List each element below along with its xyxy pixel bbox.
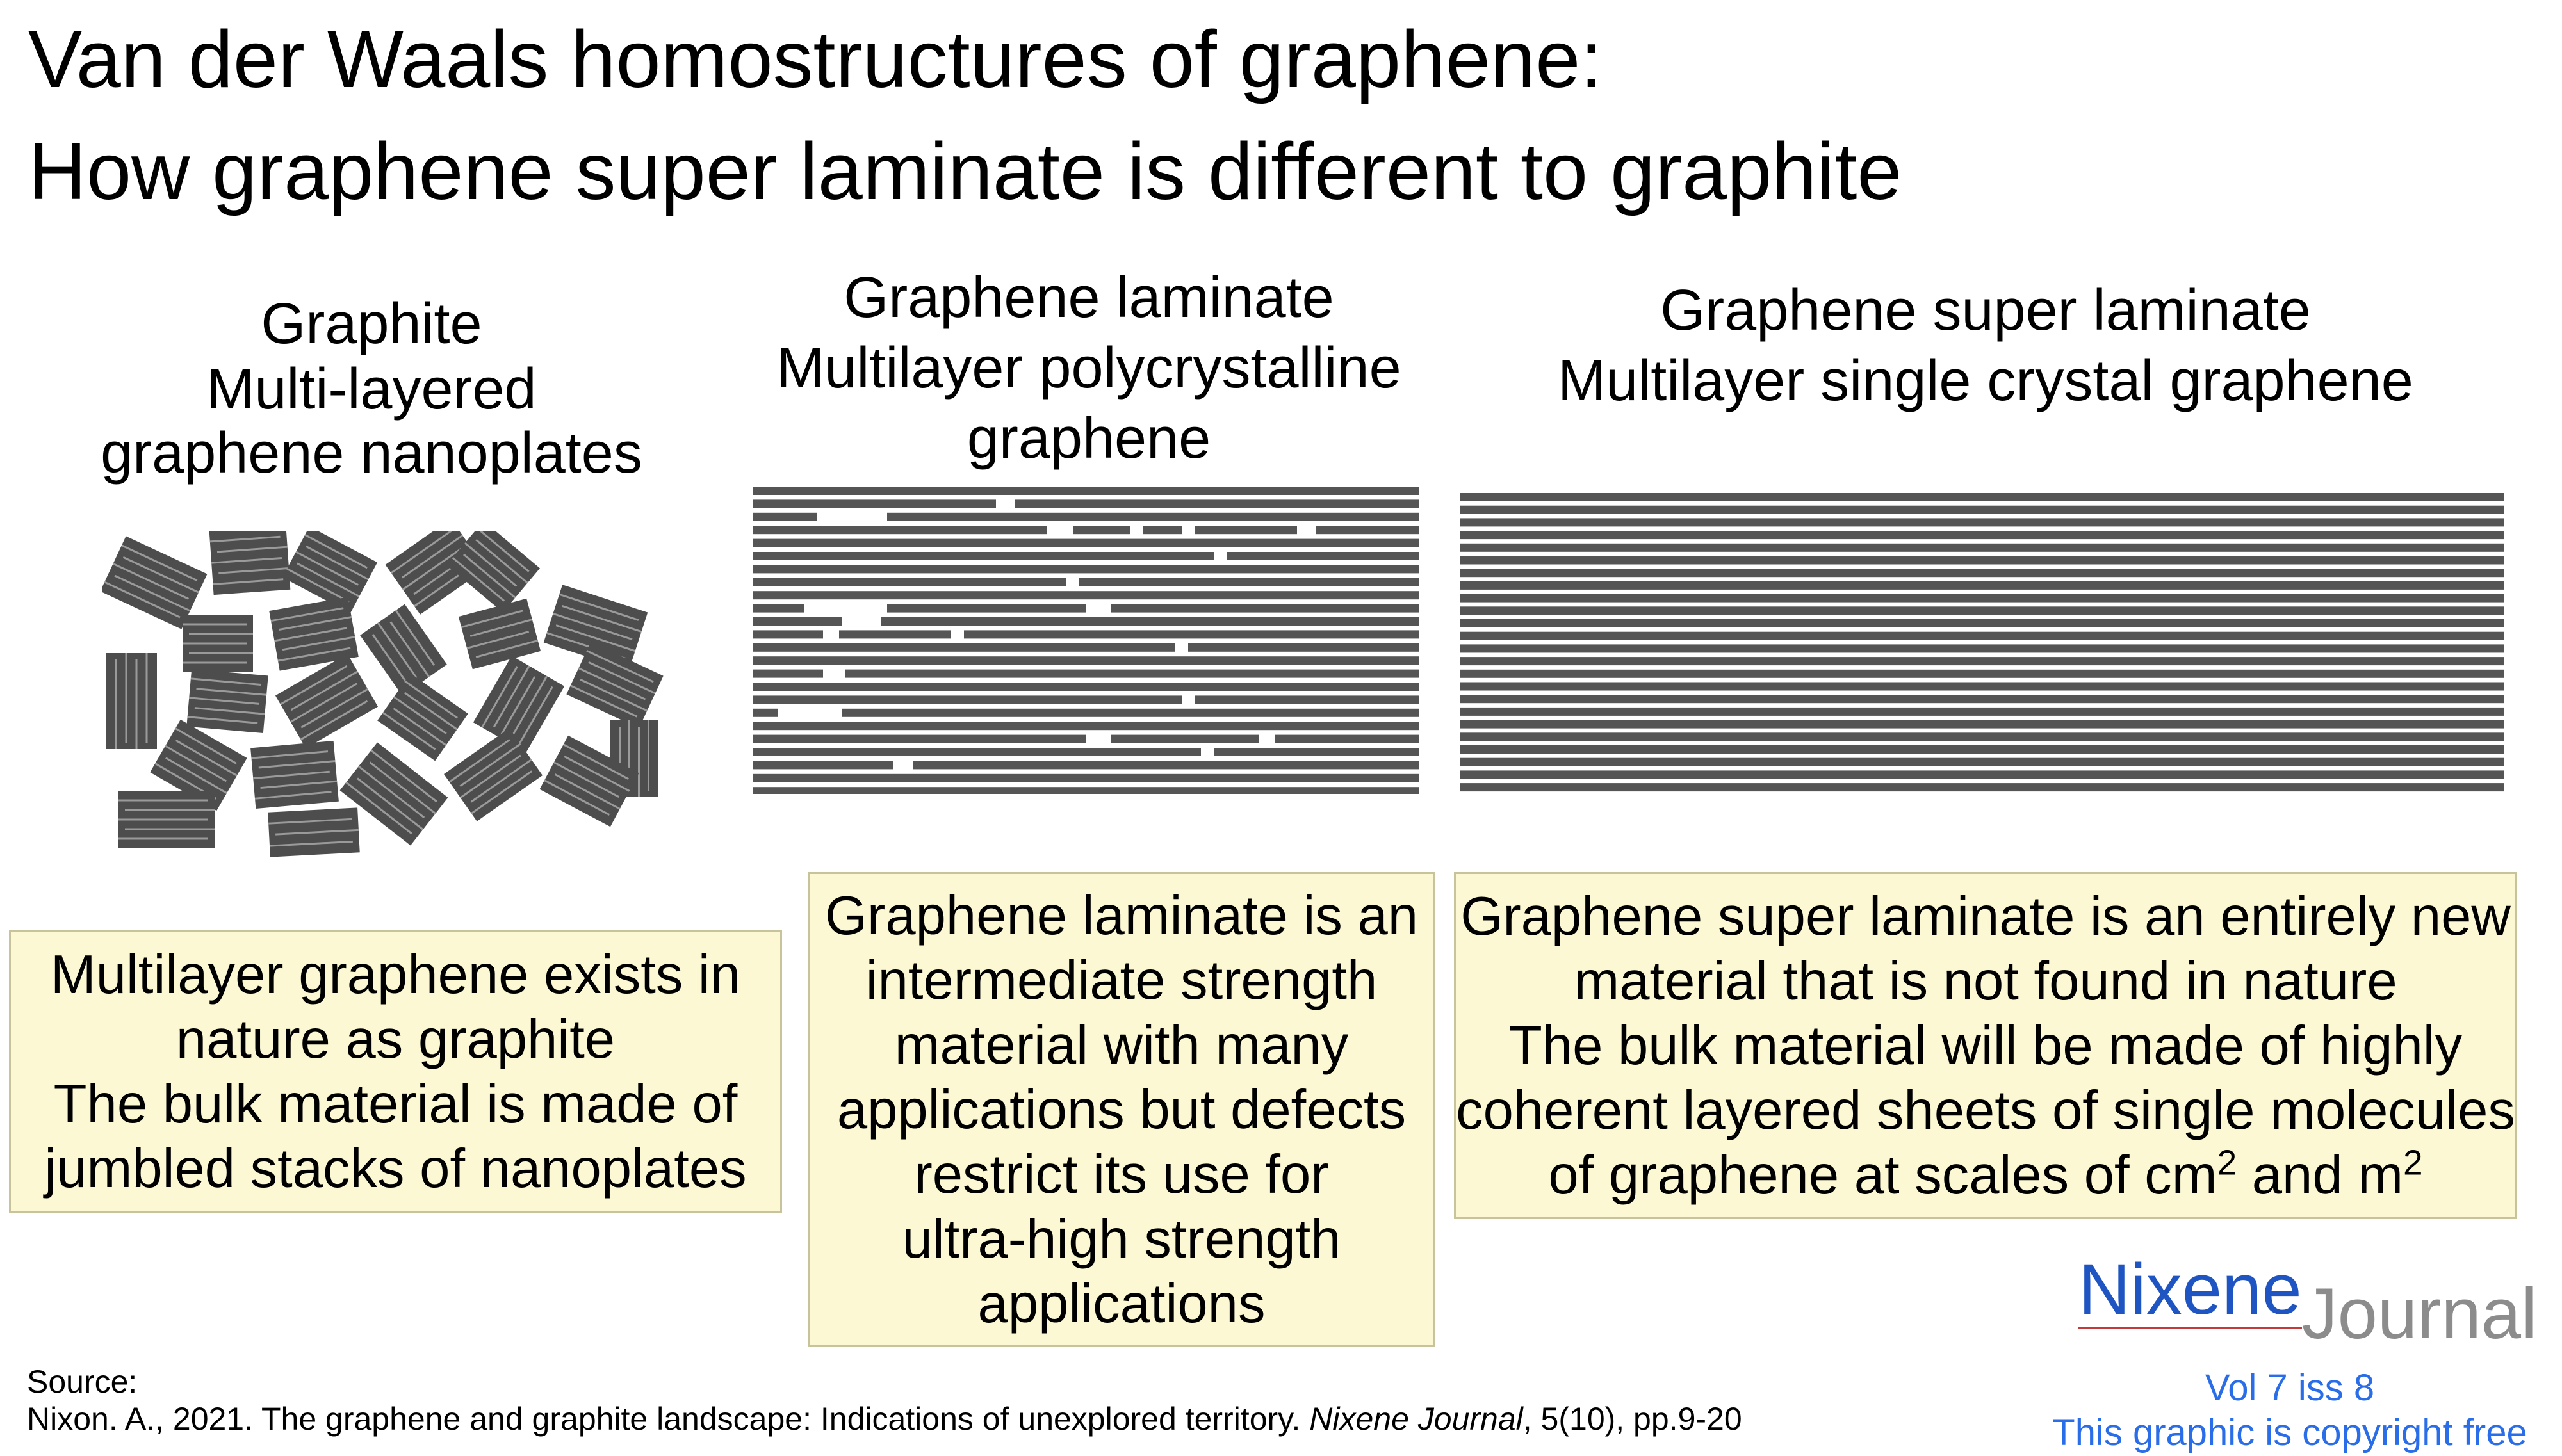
graphene-sheet	[1460, 506, 2504, 514]
graphene-grain	[753, 709, 778, 717]
graphene-grain	[1316, 526, 1419, 534]
graphene-grain	[1275, 735, 1419, 743]
description-line: applications but defects	[836, 1079, 1407, 1140]
description-line: material with many	[894, 1014, 1349, 1076]
laminate-heading	[737, 263, 1441, 474]
graphene-grain	[913, 761, 1419, 769]
laminate-heading-line: Graphene laminate	[844, 266, 1334, 330]
graphene-grain	[1111, 604, 1419, 613]
logo-word-journal: Journal	[2301, 1274, 2537, 1354]
super-laminate-heading-line: Multilayer single crystal graphene	[1558, 349, 2413, 413]
graphene-sheet	[1460, 569, 2504, 577]
nanoplate-layer-edge	[189, 652, 253, 654]
description-line	[1548, 1143, 2422, 1208]
graphene-sheet	[1460, 632, 2504, 640]
laminate-heading-line: Multilayer polycrystalline	[776, 336, 1401, 400]
nanoplate-layer-edge	[648, 720, 649, 791]
description-line: jumbled stacks of nanoplates	[44, 1138, 747, 1199]
description-line: Graphene laminate is an	[824, 885, 1419, 946]
graphite-heading-line: Multi-layered	[206, 357, 537, 421]
nanoplate-layer-edge	[136, 659, 138, 749]
graphene-grain	[1015, 499, 1419, 508]
graphene-grain	[1188, 643, 1419, 652]
graphene-sheet	[1460, 758, 2504, 766]
graphene-sheet	[1460, 732, 2504, 741]
nanoplate-stack	[106, 653, 157, 749]
description-line: restrict its use for	[914, 1144, 1329, 1205]
graphene-grain	[753, 617, 842, 626]
nanoplate-stack	[209, 531, 291, 595]
graphene-grain	[753, 670, 823, 678]
graphene-grain	[753, 643, 1175, 652]
description-line: The bulk material is made of	[53, 1073, 738, 1135]
description-line: Graphene super laminate is an entirely new	[1460, 886, 2511, 947]
graphite-description-box	[9, 930, 782, 1213]
nanoplate-stack	[459, 599, 541, 670]
source-citation	[27, 1396, 1742, 1442]
graphene-sheet	[1460, 745, 2504, 754]
graphene-grain	[1111, 735, 1259, 743]
nanoplate-stack	[377, 674, 468, 761]
graphene-sheet	[1460, 695, 2504, 703]
graphene-grain	[964, 630, 1419, 638]
graphite-heading	[51, 291, 692, 485]
nanoplate	[360, 604, 447, 696]
nanoplate-stack	[268, 807, 359, 857]
graphene-grain	[753, 735, 1086, 743]
description-line: material that is not found in nature	[1574, 950, 2397, 1012]
graphene-sheet	[1460, 670, 2504, 678]
logo-word-nixene: Nixene	[2078, 1249, 2302, 1329]
graphene-super-laminate-illustration	[1460, 493, 2511, 800]
citation-text: , 5(10), pp.9-20	[1522, 1401, 1742, 1437]
graphite-heading-line: graphene nanoplates	[101, 421, 642, 485]
graphene-sheet	[1460, 619, 2504, 627]
graphene-grain	[845, 670, 1419, 678]
graphene-grain	[753, 683, 1419, 691]
nanoplate-layer-edge	[118, 800, 208, 802]
graphene-sheet	[1460, 493, 2504, 501]
nixene-journal-logo	[2078, 1249, 2537, 1354]
graphene-grain	[753, 722, 1419, 730]
graphene-sheet	[1460, 720, 2504, 729]
graphite-nanoplates-illustration	[102, 531, 711, 864]
nanoplate-stack	[250, 741, 339, 809]
graphene-grain	[753, 552, 1214, 560]
nanoplate-layer-edge	[126, 653, 127, 743]
nanoplate-layer-edge	[638, 727, 640, 797]
nanoplate-layer-edge	[118, 819, 208, 821]
graphite-heading-line: Graphite	[261, 292, 482, 356]
page-title-line-1: Van der Waals homostructures of graphene:	[28, 14, 1603, 104]
laminate-heading-line: graphene	[967, 407, 1211, 471]
nanoplate-stack	[183, 615, 253, 672]
graphene-grain	[753, 761, 893, 769]
graphene-grain	[1195, 695, 1419, 704]
graphene-grain	[753, 487, 1419, 495]
nanoplate-layer-edge	[118, 838, 208, 840]
copyright-note: This graphic is copyright free	[2052, 1412, 2527, 1453]
nanoplate-layer-edge	[183, 662, 247, 664]
graphene-sheet	[1460, 556, 2504, 565]
nanoplate-layer-edge	[125, 809, 215, 811]
graphene-grain	[1214, 748, 1419, 756]
graphene-grain	[753, 748, 1201, 756]
graphene-grain	[839, 630, 951, 638]
nanoplate-layer-edge	[146, 653, 148, 743]
graphene-grain	[753, 787, 1419, 794]
graphene-grain	[753, 578, 1066, 586]
issue-label: Vol 7 iss 8	[2205, 1367, 2375, 1409]
description-line: intermediate strength	[865, 950, 1378, 1011]
nanoplate-layer-edge	[183, 624, 247, 626]
graphene-laminate-illustration	[753, 487, 1422, 794]
source-label: Source:	[27, 1364, 138, 1400]
graphene-grain	[1073, 526, 1130, 534]
nanoplate-layer-edge	[115, 659, 117, 749]
graphene-grain	[753, 630, 823, 638]
superscript: 2	[2403, 1142, 2423, 1183]
nanoplate-layer-edge	[183, 643, 247, 645]
graphene-sheet	[1460, 606, 2504, 615]
superscript: 2	[2217, 1142, 2237, 1183]
nanoplate-stack	[186, 669, 268, 733]
graphene-grain	[887, 513, 1419, 521]
nanoplate-stack	[360, 604, 447, 696]
graphene-grain	[753, 656, 1419, 665]
graphene-grain	[1227, 552, 1419, 560]
graphene-grain	[753, 695, 1182, 704]
graphene-grain	[881, 617, 1419, 626]
graphene-grain	[753, 565, 1419, 573]
page-title-line-2: How graphene super laminate is different to graphite	[28, 126, 1902, 216]
nanoplate-layer-edge	[125, 829, 215, 830]
graphene-sheet	[1460, 644, 2504, 652]
graphene-sheet	[1460, 783, 2504, 791]
nanoplate-stack	[566, 642, 663, 728]
description-line: coherent layered sheets of single molecules	[1456, 1080, 2515, 1141]
graphene-sheet	[1460, 594, 2504, 603]
graphene-sheet	[1460, 770, 2504, 779]
citation-journal: Nixene Journal	[1309, 1401, 1523, 1437]
graphene-grain	[753, 591, 1419, 599]
description-line: ultra-high strength	[902, 1208, 1341, 1270]
nanoplate-stack	[118, 791, 215, 848]
graphene-sheet	[1460, 683, 2504, 691]
description-text: and m	[2237, 1144, 2404, 1206]
graphene-grain	[753, 774, 1419, 782]
super-laminate-description-box	[1454, 872, 2517, 1219]
description-line: The bulk material will be made of highly	[1508, 1015, 2463, 1076]
graphene-sheet	[1460, 518, 2504, 526]
graphene-grain	[753, 499, 996, 508]
graphene-grain	[1143, 526, 1182, 534]
graphene-sheet	[1460, 531, 2504, 539]
nanoplate-stack	[473, 656, 564, 752]
nanoplate-layer-edge	[189, 633, 253, 635]
description-line: Multilayer graphene exists in	[50, 944, 741, 1005]
description-line: applications	[977, 1273, 1266, 1334]
graphene-grain	[887, 604, 1086, 613]
graphene-grain	[753, 604, 804, 613]
citation-text: Nixon. A., 2021. The graphene and graphite landscape: Indications of unexplored territory.	[27, 1401, 1310, 1437]
graphene-grain	[753, 513, 817, 521]
graphene-grain	[753, 526, 1047, 534]
graphene-grain	[753, 539, 1419, 547]
nanoplate	[106, 653, 157, 749]
nanoplate	[459, 599, 541, 670]
super-laminate-heading-line: Graphene super laminate	[1660, 279, 2311, 343]
graphene-sheet	[1460, 544, 2504, 552]
graphene-grain	[1195, 526, 1297, 534]
graphene-grain	[1079, 578, 1419, 586]
graphene-sheet	[1460, 657, 2504, 665]
graphene-grain	[842, 709, 1419, 717]
laminate-description-box	[808, 872, 1435, 1347]
super-laminate-heading	[1473, 275, 2498, 416]
graphene-sheet	[1460, 581, 2504, 590]
description-line: nature as graphite	[175, 1008, 616, 1070]
graphene-sheet	[1460, 708, 2504, 716]
description-text: of graphene at scales of cm	[1548, 1144, 2217, 1206]
